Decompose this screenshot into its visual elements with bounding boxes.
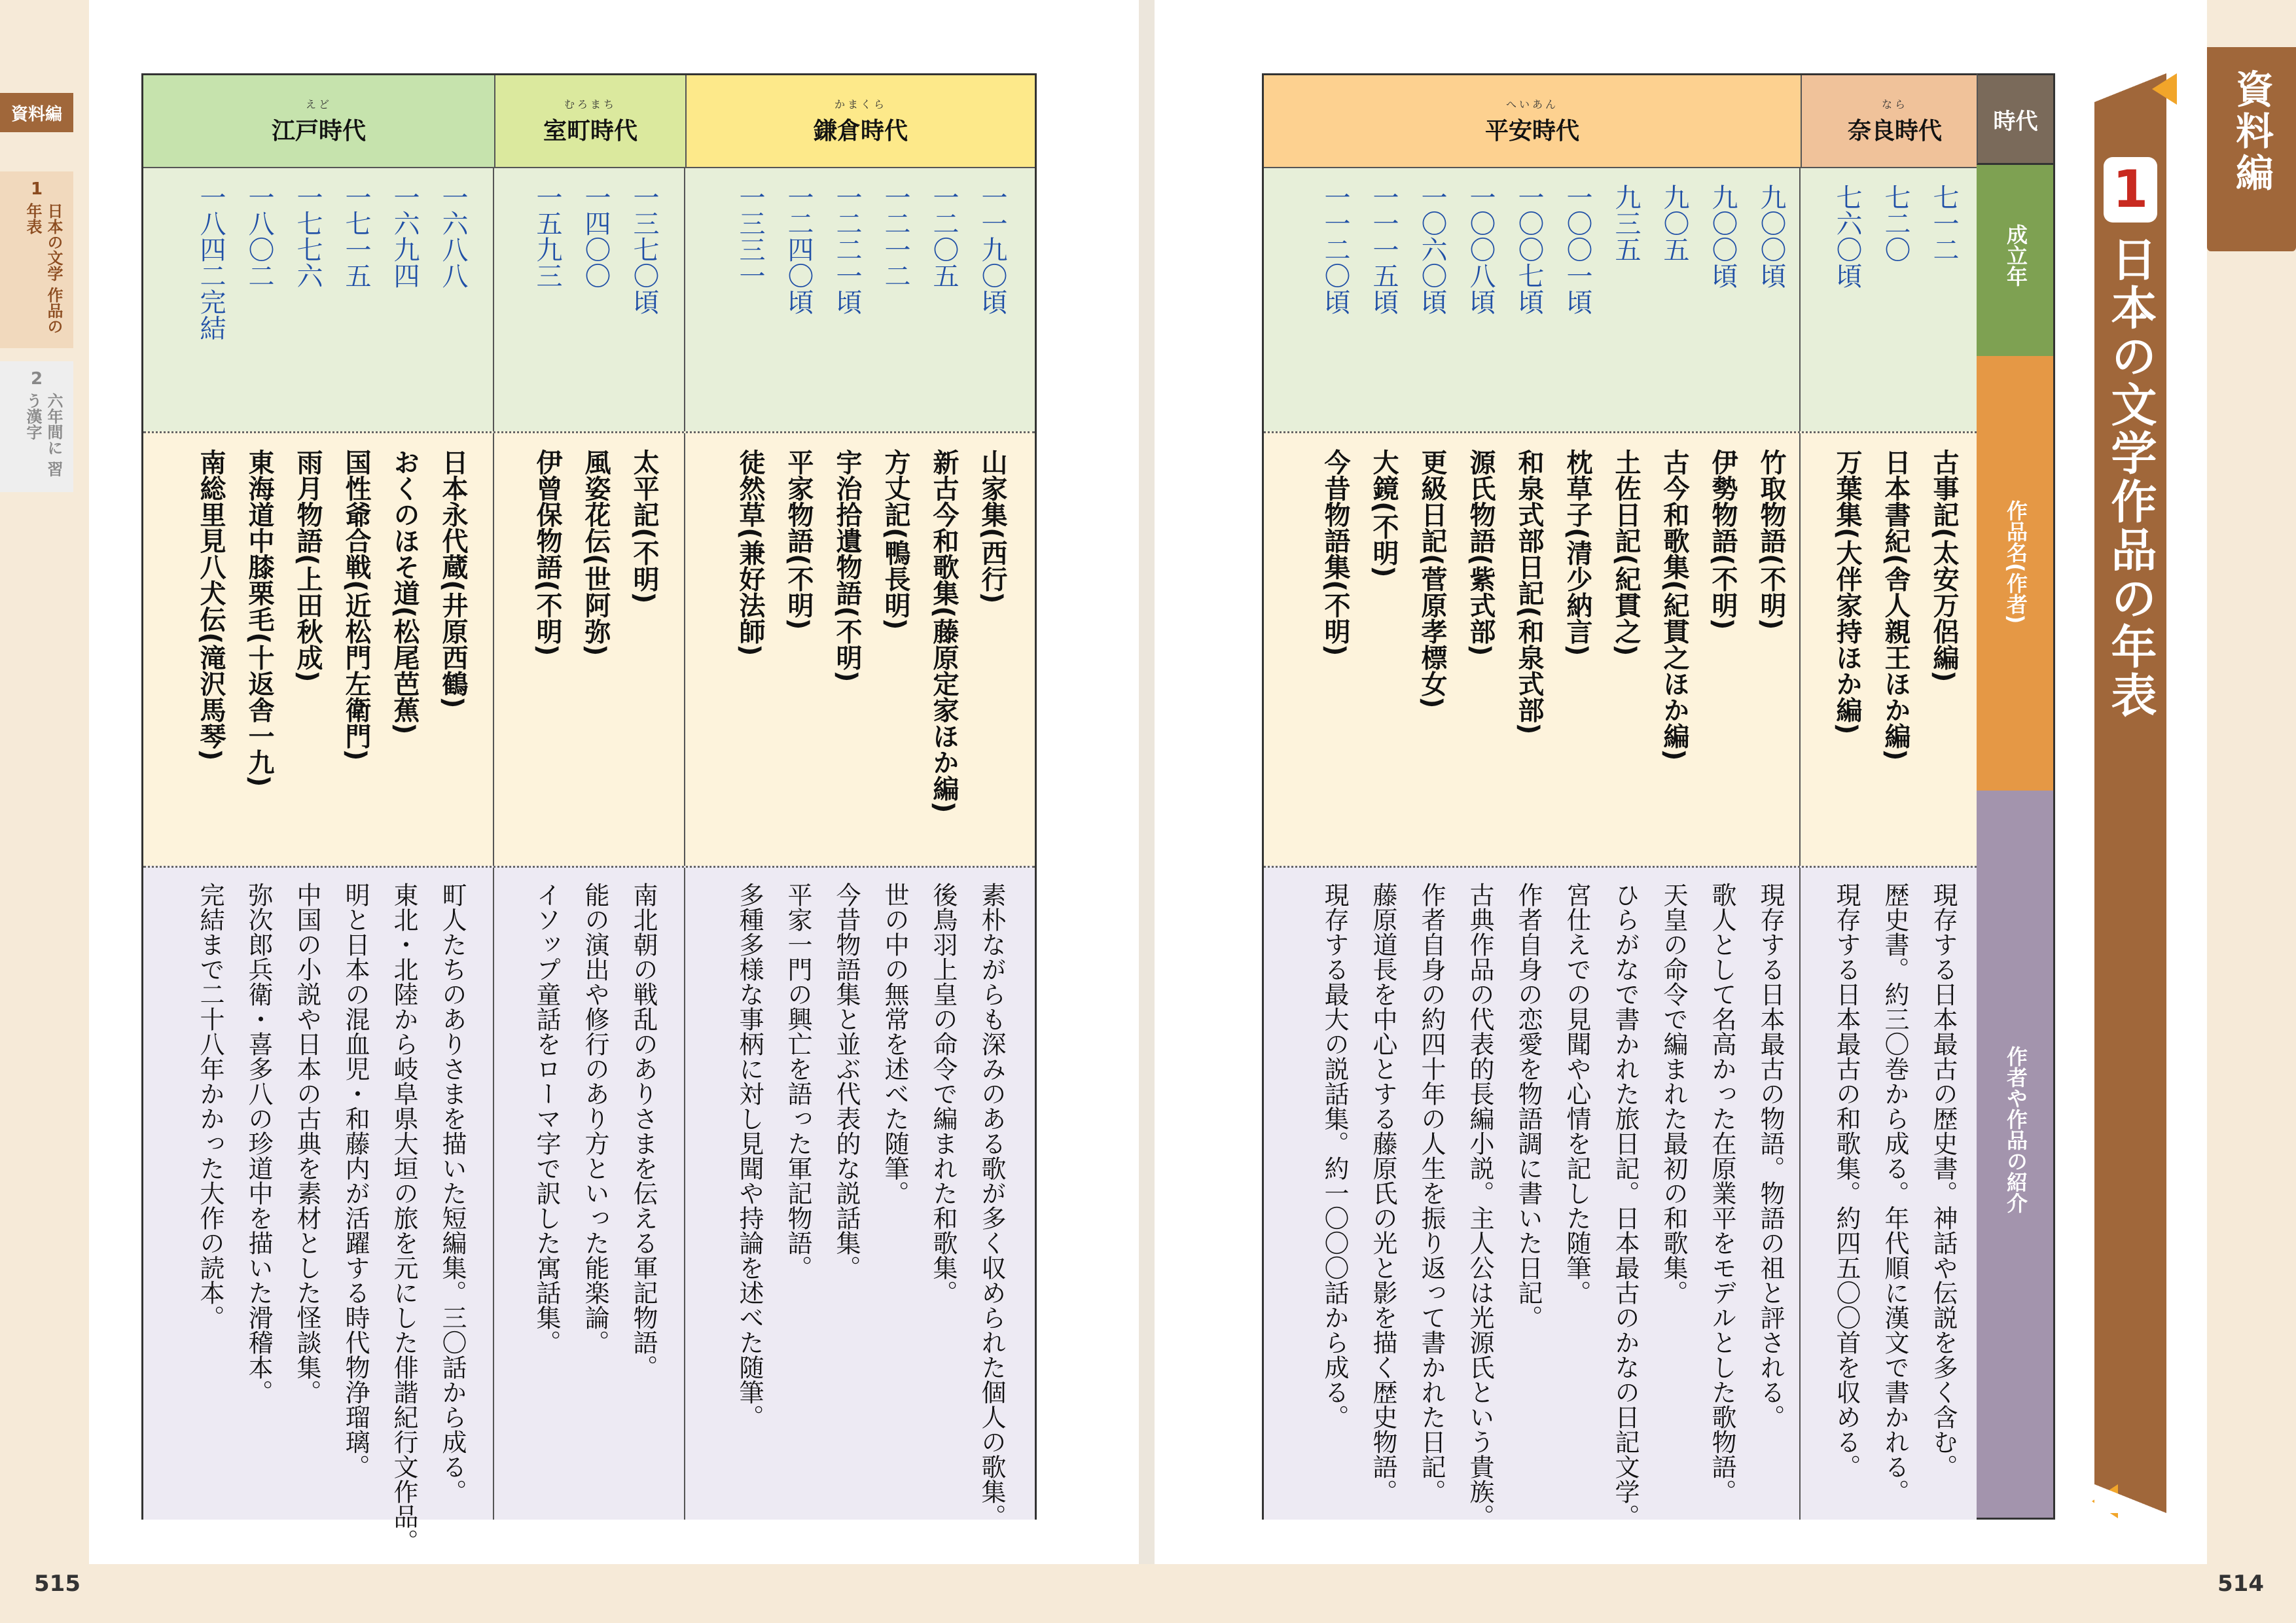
era-divider: [1799, 433, 1801, 866]
desc-cell: 能の演出や修行のあり方といった能楽論。: [581, 882, 609, 1355]
desc-cell: 宮仕えでの見聞や心情を記した随筆。: [1562, 882, 1591, 1305]
work-band-left: [143, 431, 1035, 866]
label-desc: [1977, 791, 2055, 1520]
era-divider: [684, 168, 685, 431]
era-name-nara: 奈良時代: [1847, 118, 1942, 145]
year-cell: 一三三一: [735, 184, 765, 289]
year-cell: 一二二一頃: [832, 184, 862, 315]
era-name-kamakura: 鎌倉時代: [813, 118, 908, 145]
year-band-left: [143, 167, 1035, 431]
year-cell: 一一二〇頃: [1320, 184, 1350, 315]
tab-chapter-2-number: 2: [30, 369, 43, 389]
book-gutter: [1139, 0, 1155, 1564]
tab-chapter-1-number: 1: [30, 179, 43, 199]
year-cell: 一三七〇頃: [629, 184, 659, 315]
work-cell: 伊曾保物語(不明): [532, 449, 562, 656]
work-cell: 風姿花伝(世阿弥): [581, 449, 611, 656]
tab-chapter-2[interactable]: [0, 361, 73, 492]
label-work-text: 作品名(作者): [2003, 500, 2028, 624]
work-cell: 東海道中膝栗毛(十返舎一九): [244, 449, 274, 787]
era-ruby-heian: へいあん: [1505, 98, 1558, 111]
year-cell: 一一一五頃: [1369, 184, 1399, 315]
year-cell: 一七一五: [341, 184, 371, 289]
work-cell: 日本書紀(舎人親王ほか編): [1880, 449, 1910, 761]
work-cell: 徒然草(兼好法師): [735, 449, 765, 656]
tab-resources-label: 資料編: [10, 104, 62, 124]
work-cell: 古今和歌集(紀貫之ほか編): [1659, 449, 1689, 761]
era-name-muromachi: 室町時代: [543, 118, 637, 145]
ribbon-notch-bottom: [2094, 1484, 2166, 1513]
work-band-right: [1264, 431, 1977, 866]
era-name-edo: 江戸時代: [271, 118, 366, 145]
year-cell: 一八四二完結: [196, 184, 226, 341]
work-cell: 古事記(太安万侶編): [1929, 449, 1959, 683]
year-cell: 九〇五: [1659, 184, 1689, 262]
era-header-edo: [143, 75, 494, 167]
year-cell: 一五九三: [532, 184, 562, 289]
work-cell: 方丈記(鴨長明): [880, 449, 910, 630]
era-header-nara: [1801, 75, 1988, 167]
year-cell: 一四〇〇: [581, 184, 611, 289]
desc-cell: 素朴ながらも深みのある歌が多く収められた個人の歌集。: [977, 882, 1006, 1529]
work-cell: 新古今和歌集(藤原定家ほか編): [929, 449, 959, 813]
desc-cell: 明と日本の混血児・和藤内が活躍する時代物浄瑠璃。: [341, 882, 370, 1479]
label-year-text: 成立年: [2003, 224, 2028, 287]
desc-band-right: [1264, 866, 1977, 1529]
work-cell: 更級日記(菅原孝標女): [1417, 449, 1447, 709]
desc-cell: 世の中の無常を述べた随筆。: [880, 882, 909, 1205]
page-number-right: 514: [2217, 1571, 2264, 1597]
era-divider: [493, 168, 494, 431]
work-cell: 平家物語(不明): [783, 449, 814, 630]
work-cell: 和泉式部日記(和泉式部): [1514, 449, 1544, 735]
desc-cell: 完結まで二十八年かかった大作の読本。: [196, 882, 224, 1330]
ribbon-arrow-top-icon: [2152, 73, 2177, 105]
work-cell: 日本永代蔵(井原西鶴): [438, 449, 468, 709]
year-cell: 七六〇頃: [1832, 184, 1862, 289]
year-cell: 一六九四: [389, 184, 420, 289]
timeline-table-left: [141, 73, 1037, 1554]
desc-cell: 天皇の命令で編まれた最初の和歌集。: [1659, 882, 1688, 1305]
year-cell: 一〇〇一頃: [1562, 184, 1592, 315]
desc-cell: 作者自身の恋愛を物語調に書いた日記。: [1514, 882, 1543, 1330]
work-cell: おくのほそ道(松尾芭蕉): [389, 449, 420, 735]
desc-band-left: [143, 866, 1035, 1554]
desc-cell: 現存する日本最古の物語。物語の祖と評される。: [1756, 882, 1785, 1429]
work-cell: 山家集(西行): [977, 449, 1007, 604]
year-cell: 一八〇二: [244, 184, 274, 289]
work-cell: 伊勢物語(不明): [1708, 449, 1738, 630]
era-divider: [684, 868, 685, 1520]
era-divider: [1799, 868, 1801, 1520]
desc-cell: 今昔物語集と並ぶ代表的な説話集。: [832, 882, 861, 1280]
desc-cell: 作者自身の約四十年の人生を振り返って書かれた日記。: [1417, 882, 1446, 1504]
desc-cell: 中国の小説や日本の古典を素材とした怪談集。: [293, 882, 321, 1404]
year-cell: 一〇〇七頃: [1514, 184, 1544, 315]
year-cell: 一六八八: [438, 184, 468, 289]
desc-cell: 現存する日本最古の歴史書。神話や伝説を多く含む。: [1929, 882, 1958, 1479]
work-cell: 今昔物語集(不明): [1320, 449, 1350, 656]
label-year: [1977, 165, 2055, 356]
year-cell: 一二一二: [880, 184, 910, 289]
work-cell: 源氏物語(紫式部): [1465, 449, 1496, 656]
work-cell: 国性爺合戦(近松門左衛門): [341, 449, 371, 761]
label-work: [1977, 356, 2055, 791]
tab-chapter-2-title: 六年間に 習う漢字: [24, 393, 63, 477]
page-number-left: 515: [34, 1571, 81, 1597]
desc-cell: 東北・北陸から岐阜県大垣の旅を元にした俳諧紀行文作品。: [389, 882, 418, 1554]
year-cell: 一二〇五: [929, 184, 959, 289]
work-cell: 万葉集(大伴家持ほか編): [1832, 449, 1862, 735]
work-cell: 雨月物語(上田秋成): [293, 449, 323, 683]
work-cell: 南総里見八犬伝(滝沢馬琴): [196, 449, 226, 761]
era-header-kamakura: [685, 75, 1035, 167]
desc-cell: 後鳥羽上皇の命令で編まれた和歌集。: [929, 882, 958, 1305]
section-number-badge: 1: [2104, 157, 2157, 223]
year-cell: 一一九〇頃: [977, 184, 1007, 315]
work-cell: 枕草子(清少納言): [1562, 449, 1592, 656]
desc-cell: 歌人として名高かった在原業平をモデルとした歌物語。: [1708, 882, 1736, 1504]
label-era: 時代: [1977, 73, 2055, 165]
section-title: 日本の文学作品の年表: [2104, 236, 2157, 720]
year-cell: 一二四〇頃: [783, 184, 814, 315]
desc-cell: 町人たちのありさまを描いた短編集。三〇話から成る。: [438, 882, 467, 1504]
year-cell: 九〇〇頃: [1756, 184, 1786, 289]
era-header-muromachi: [494, 75, 685, 167]
timeline-table-right: [1262, 73, 2055, 1529]
era-ruby-muromachi: むろまち: [564, 98, 617, 111]
era-divider: [684, 433, 685, 866]
era-ruby-edo: えど: [305, 98, 332, 111]
desc-cell: 平家一門の興亡を語った軍記物語。: [783, 882, 812, 1280]
work-cell: 竹取物語(不明): [1756, 449, 1786, 630]
spine-label: 資料編: [2229, 69, 2274, 195]
desc-cell: 多種多様な事柄に対し見聞や持論を述べた随筆。: [735, 882, 764, 1429]
spine-tab[interactable]: [2207, 47, 2296, 251]
era-divider: [1799, 168, 1801, 431]
desc-cell: 南北朝の戦乱のありさまを伝える軍記物語。: [629, 882, 658, 1380]
tab-chapter-1[interactable]: [0, 171, 73, 348]
desc-cell: ひらがなで書かれた旅日記。日本最古のかなの日記文学。: [1611, 882, 1640, 1529]
tab-resources[interactable]: [0, 93, 73, 132]
desc-cell: 現存する最大の説話集。約一〇〇〇話から成る。: [1320, 882, 1349, 1429]
label-desc-text: 作者や作品の紹介: [2003, 1046, 2028, 1213]
year-cell: 七一二: [1929, 184, 1959, 262]
year-cell: 九〇〇頃: [1708, 184, 1738, 289]
era-header-heian: [1264, 75, 1801, 167]
era-ruby-nara: なら: [1881, 98, 1908, 111]
desc-cell: 藤原道長を中心とする藤原氏の光と影を描く歴史物語。: [1369, 882, 1397, 1504]
era-divider: [493, 433, 494, 866]
desc-cell: 古典作品の代表的長編小説。主人公は光源氏という貴族。: [1465, 882, 1494, 1529]
desc-cell: 歴史書。約三〇巻から成る。年代順に漢文で書かれる。: [1880, 882, 1909, 1504]
era-ruby-kamakura: かまくら: [834, 98, 887, 111]
work-cell: 土佐日記(紀貫之): [1611, 449, 1641, 656]
desc-cell: 現存する日本最古の和歌集。約四五〇〇首を収める。: [1832, 882, 1861, 1479]
work-cell: 大鏡(不明): [1369, 449, 1399, 578]
era-divider: [493, 868, 494, 1520]
year-cell: 一七七六: [293, 184, 323, 289]
work-cell: 宇治拾遺物語(不明): [832, 449, 862, 683]
year-cell: 七二〇: [1880, 184, 1910, 262]
era-name-heian: 平安時代: [1484, 118, 1579, 145]
year-cell: 一〇六〇頃: [1417, 184, 1447, 315]
year-cell: 一〇〇八頃: [1465, 184, 1496, 315]
year-cell: 九三五: [1611, 184, 1641, 262]
desc-cell: イソップ童話をローマ字で訳した寓話集。: [532, 882, 561, 1355]
tab-chapter-1-title: 日本の文学 作品の年表: [24, 203, 63, 334]
year-band-right: [1264, 167, 1977, 431]
desc-cell: 弥次郎兵衛・喜多八の珍道中を描いた滑稽本。: [244, 882, 273, 1404]
work-cell: 太平記(不明): [629, 449, 659, 604]
